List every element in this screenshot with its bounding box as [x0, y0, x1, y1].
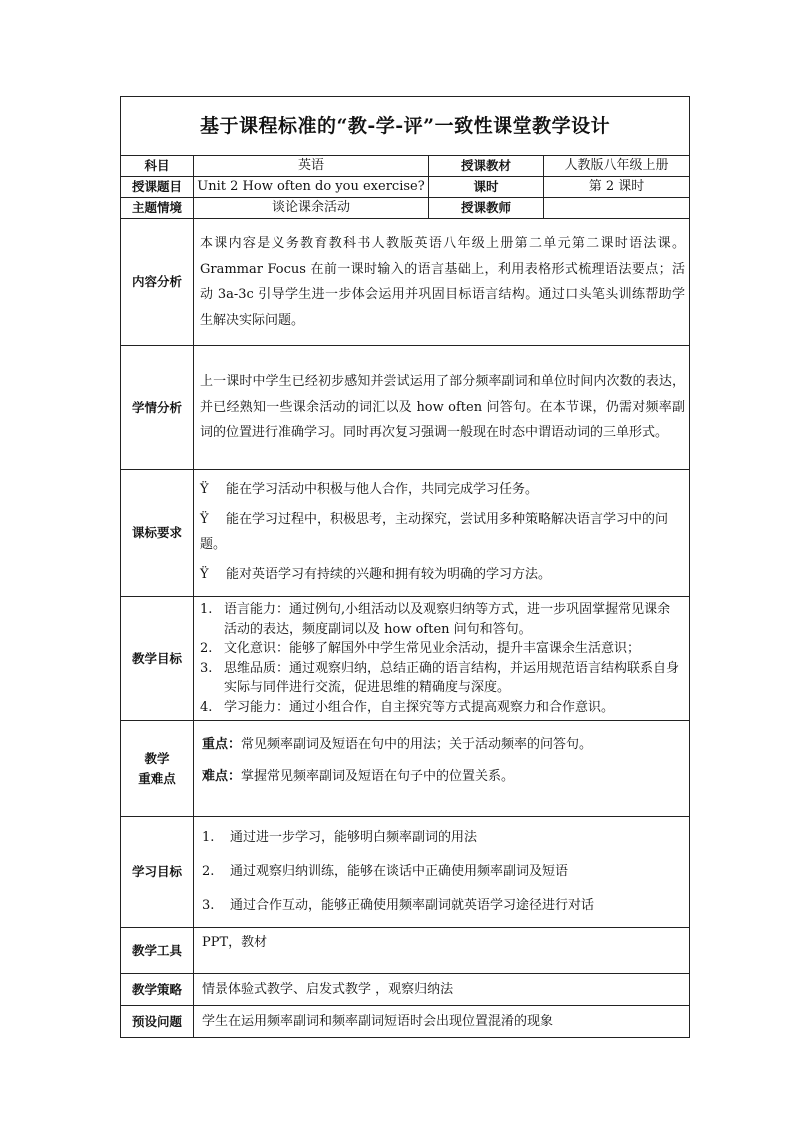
objectives-cell — [194, 597, 690, 721]
key-points-label — [121, 721, 194, 817]
lesson-plan-table — [120, 96, 690, 1038]
topic-row — [121, 177, 690, 198]
textbook-value: 人教版八年级上册 — [544, 156, 690, 177]
objective-num: 4. — [200, 699, 213, 715]
standards-item — [200, 507, 683, 557]
content-analysis-row — [121, 219, 690, 346]
standards-cell — [194, 470, 690, 597]
teacher-value — [544, 198, 690, 219]
teacher-label: 授课教师 — [429, 198, 544, 219]
period-value: 第 2 课时 — [544, 177, 690, 198]
objective-item — [200, 600, 683, 639]
key-points-row — [121, 721, 690, 817]
learning-goals-label: 学习目标 — [121, 817, 194, 928]
standards-item — [200, 477, 683, 502]
objectives-label: 教学目标 — [121, 597, 194, 721]
tools-value: PPT，教材 — [194, 928, 690, 974]
learning-goal-num: 1. — [202, 830, 215, 845]
objective-item — [200, 698, 683, 718]
difficulty-line — [202, 761, 683, 793]
learner-analysis-text: 上一课时中学生已经初步感知并尝试运用了部分频率副词和单位时间内次数的表达，并已经熟知一些课余活动的词汇以及 how often 问答句。在本节课，仍需对频率副词的位置进行准确学习。同时再次复习强调一般现在时态中谓语动词的三单形式。 — [200, 374, 686, 441]
learning-goal-item — [202, 889, 683, 923]
objectives-row — [121, 597, 690, 721]
key-points-label-line2: 重难点 — [138, 770, 176, 786]
objective-num: 3. — [200, 660, 213, 676]
period-label: 课时 — [429, 177, 544, 198]
document-title: 基于课程标准的“教-学-评”一致性课堂教学设计 — [121, 97, 690, 156]
key-points-cell — [194, 721, 690, 817]
difficulty-text: 掌握常见频率副词及短语在句子中的位置关系。 — [241, 769, 515, 784]
bullet-mark: Ÿ — [200, 481, 209, 497]
content-analysis-cell — [194, 219, 690, 346]
learner-analysis-row — [121, 346, 690, 470]
topic-value: Unit 2 How often do you exercise? — [194, 177, 429, 198]
objective-num: 1. — [200, 602, 213, 617]
focus-line — [202, 729, 683, 761]
objective-item — [200, 659, 683, 698]
strategy-value: 情景体验式教学、启发式教学 ，观察归纳法 — [194, 974, 690, 1006]
focus-text: 常见频率副词及短语在句中的用法；关于活动频率的问答句。 — [241, 737, 593, 752]
objective-text: 语言能力：通过例句,小组活动以及观察归纳等方式，进一步巩固掌握常见课余活动的表达，频度副词以及 how often 问句和答句。 — [224, 602, 671, 637]
bullet-mark: Ÿ — [200, 566, 209, 582]
learning-goals-row — [121, 817, 690, 928]
standards-item-text: 能对英语学习有持续的兴趣和拥有较为明确的学习方法。 — [226, 566, 552, 582]
subject-row — [121, 156, 690, 177]
standards-item-text: 能在学习过程中，积极思考，主动探究，尝试用多种策略解决语言学习中的问题。 — [200, 511, 669, 552]
title-row — [121, 97, 690, 156]
learner-analysis-label: 学情分析 — [121, 346, 194, 470]
difficulty-title: 难点： — [202, 769, 242, 784]
content-analysis-text: 本课内容是义务教育教科书人教版英语八年级上册第二单元第二课时语法课。Grammar Focus 在前一课时输入的语言基础上，利用表格形式梳理语法要点；活动 3a-3c 引导学生进一步体会运用并巩固目标语言结构。通过口头笔头训练帮助学生解决实际问题。 — [200, 236, 686, 328]
learner-analysis-cell — [194, 346, 690, 470]
key-points-label-line1: 教学 — [144, 750, 170, 766]
strategy-label: 教学策略 — [121, 974, 194, 1006]
objective-text: 学习能力：通过小组合作，自主探究等方式提高观察力和合作意识。 — [224, 699, 615, 715]
objective-num: 2. — [200, 641, 213, 656]
strategy-row — [121, 974, 690, 1006]
learning-goal-item — [202, 855, 683, 889]
theme-row — [121, 198, 690, 219]
lesson-plan-sheet — [120, 96, 689, 1038]
topic-label: 授课题目 — [121, 177, 194, 198]
textbook-label: 授课教材 — [429, 156, 544, 177]
standards-row — [121, 470, 690, 597]
objective-item — [200, 639, 683, 659]
theme-value: 谈论课余活动 — [194, 198, 429, 219]
learning-goal-text: 通过进一步学习，能够明白频率副词的用法 — [230, 830, 478, 845]
objective-text: 文化意识：能够了解国外中学生常见业余活动，提升丰富课余生活意识； — [224, 641, 641, 656]
learning-goals-cell — [194, 817, 690, 928]
content-analysis-label: 内容分析 — [121, 219, 194, 346]
tools-row — [121, 928, 690, 974]
learning-goal-num: 2. — [202, 864, 215, 879]
tools-label: 教学工具 — [121, 928, 194, 974]
learning-goal-item — [202, 821, 683, 855]
issues-label: 预设问题 — [121, 1006, 194, 1038]
standards-item-text: 能在学习活动中积极与他人合作，共同完成学习任务。 — [226, 481, 539, 497]
issues-value: 学生在运用频率副词和频率副词短语时会出现位置混淆的现象 — [194, 1006, 690, 1038]
standards-label: 课标要求 — [121, 470, 194, 597]
objective-text: 思维品质：通过观察归纳，总结正确的语言结构，并运用规范语言结构联系自身实际与同伴进行交流，促进思维的精确度与深度。 — [224, 660, 680, 695]
issues-row — [121, 1006, 690, 1038]
subject-label: 科目 — [121, 156, 194, 177]
theme-label: 主题情境 — [121, 198, 194, 219]
standards-item — [200, 562, 683, 587]
learning-goal-num: 3. — [202, 898, 215, 913]
learning-goal-text: 通过合作互动，能够正确使用频率副词就英语学习途径进行对话 — [230, 898, 595, 913]
learning-goal-text: 通过观察归纳训练，能够在谈话中正确使用频率副词及短语 — [230, 864, 569, 879]
subject-value: 英语 — [194, 156, 429, 177]
focus-title: 重点： — [202, 737, 242, 752]
bullet-mark: Ÿ — [200, 511, 209, 527]
